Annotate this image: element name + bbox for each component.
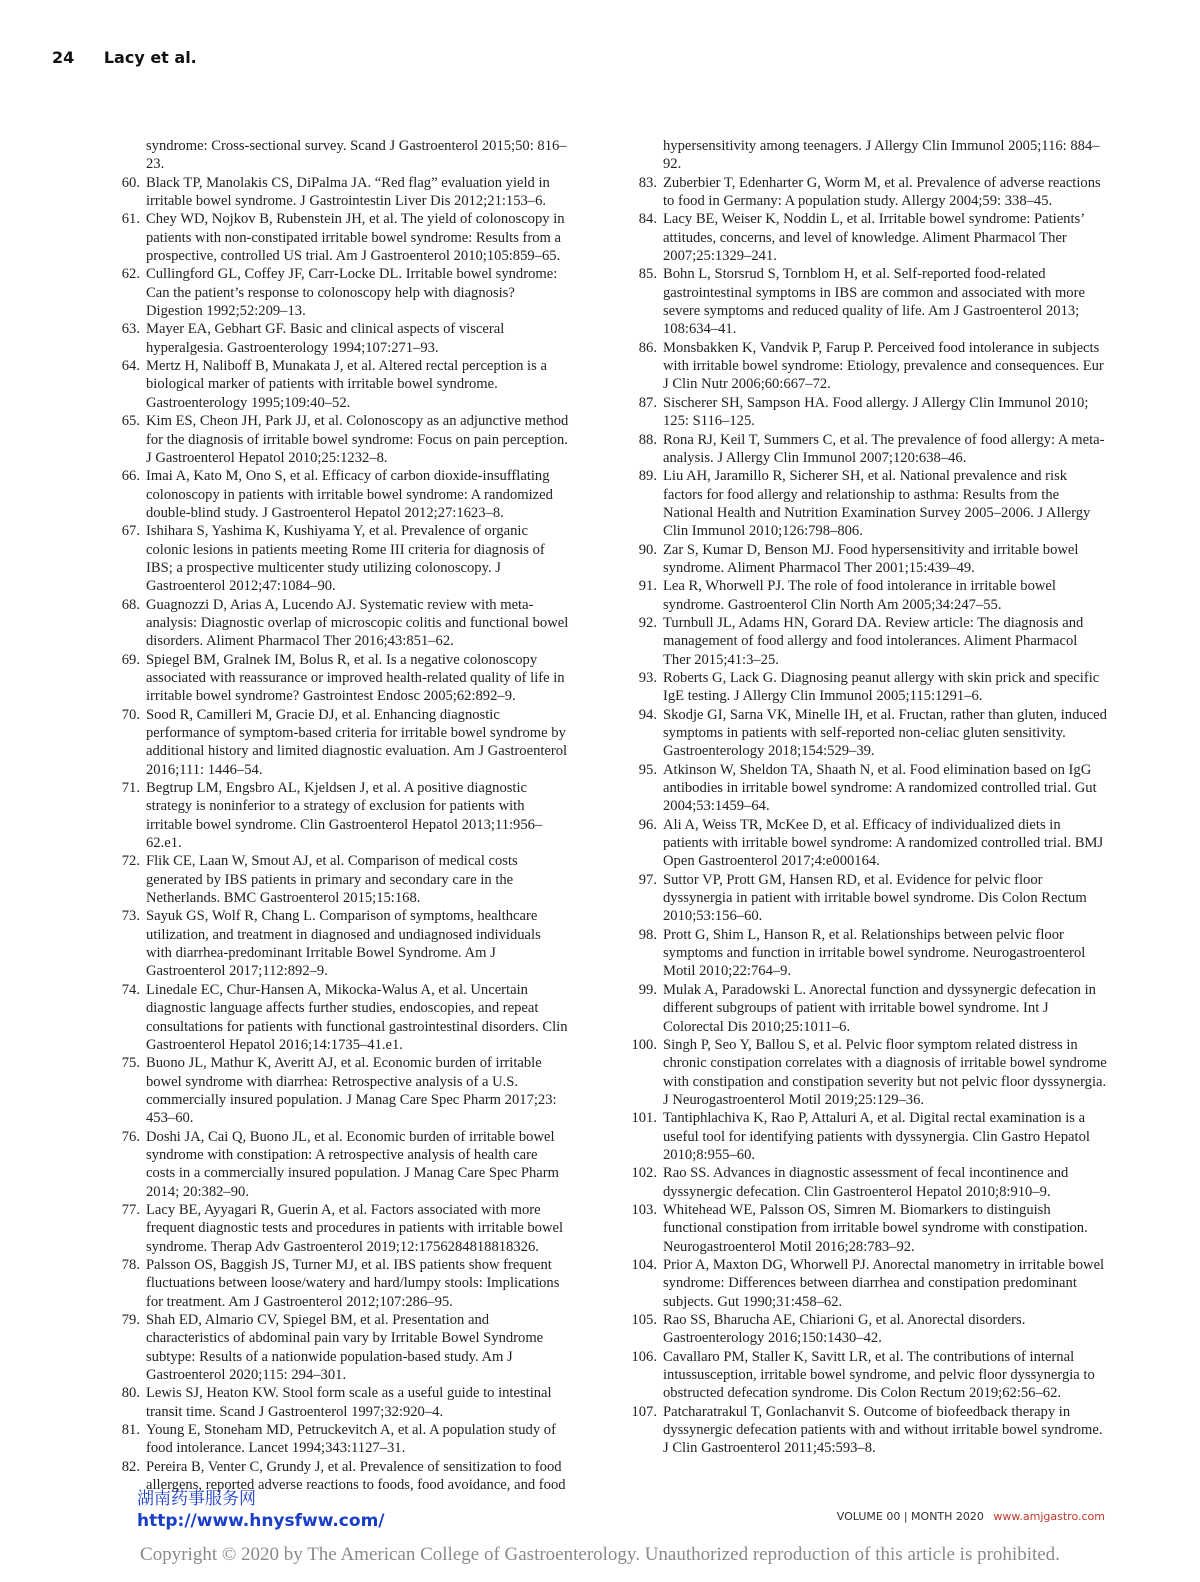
reference-item (100, 1054, 570, 1127)
reference-text: Roberts G, Lack G. Diagnosing peanut allergy with skin prick and specific IgE testing. J Allergy Clin Immunol 2005;115:1291–6. (663, 669, 1100, 705)
reference-text: Sischerer SH, Sampson HA. Food allergy. J Allergy Clin Immunol 2010; 125: S116–125. (663, 394, 1089, 430)
reference-item (617, 541, 1107, 578)
reference-number: 102. (631, 1165, 657, 1182)
reference-item (617, 210, 1107, 265)
reference-text: Pereira B, Venter C, Grundy J, et al. Prevalence of sensitization to food allergens, reported adverse reactions to foods, food avoidance, and food (146, 1458, 566, 1494)
reference-item (100, 320, 570, 357)
reference-number: 92. (638, 614, 657, 631)
footer-volume: VOLUME 00 | MONTH 2020 (836, 1510, 984, 1523)
reference-text: Tantiphlachiva K, Rao P, Attaluri A, et al. Digital rectal examination is a useful tool for identifying patients with dyssynergia. Clin Gastro Hepatol 2010;8:955–60. (663, 1110, 1090, 1163)
reference-text: Mulak A, Paradowski L. Anorectal function and dyssynergic defecation in different subgroups of patient with irritable bowel syndrome. Int J Colorectal Dis 2010;25:1011–6. (663, 981, 1096, 1035)
reference-text: Skodje GI, Sarna VK, Minelle IH, et al. Fructan, rather than gluten, induced symptoms in patients with self-reported non-celiac gluten sensitivity. Gastroenterology 2018;154:529–39. (663, 706, 1107, 760)
reference-item (100, 596, 570, 651)
reference-item (100, 174, 570, 211)
reference-item (617, 1403, 1107, 1458)
reference-text: Prior A, Maxton DG, Whorwell PJ. Anorectal manometry in irritable bowel syndrome: Differences between diarrhea and constipation predominant subjects. Gut 1990;31:458–62. (663, 1256, 1105, 1310)
reference-item (100, 1384, 570, 1421)
reference-item (100, 1421, 570, 1458)
reference-text: Turnbull JL, Adams HN, Gorard DA. Review article: The diagnosis and management of food allergy and food intolerances. Aliment Pharmacol Ther 2015;41:3–25. (663, 614, 1084, 668)
reference-item (617, 614, 1107, 669)
reference-item (617, 1109, 1107, 1164)
reference-text: Young E, Stoneham MD, Petruckevitch A, et al. A population study of food intolerance. Lancet 1994;343:1127–31. (146, 1422, 556, 1457)
reference-text: Palsson OS, Baggish JS, Turner MJ, et al. IBS patients show frequent fluctuations between loose/watery and hard/lumpy stools: Implications for treatment. Am J Gastroenterol 2012;107:286–95. (146, 1256, 560, 1310)
reference-number: 106. (631, 1348, 657, 1365)
reference-item (100, 852, 570, 907)
reference-item (617, 1201, 1107, 1256)
running-header (52, 48, 197, 67)
reference-text: Lacy BE, Ayyagari R, Guerin A, et al. Factors associated with more frequent diagnostic tests and procedures in patients with irritable bowel syndrome. Therap Adv Gastroenterol 2019;12:1756284818818326. (146, 1201, 564, 1255)
reference-item (617, 1164, 1107, 1201)
reference-item (617, 137, 1107, 174)
reference-item (100, 1201, 570, 1256)
reference-text: Whitehead WE, Palsson OS, Simren M. Biomarkers to distinguish functional constipation from irritable bowel syndrome with constipation. Neurogastroenterol Motil 2016;28:783–92. (663, 1201, 1088, 1255)
reference-text: Kim ES, Cheon JH, Park JJ, et al. Colonoscopy as an adjunctive method for the diagnosis of irritable bowel syndrome: Focus on pain perception. J Gastroenterol Hepatol 2010;25:1232–8. (146, 413, 569, 466)
reference-text: Mayer EA, Gebhart GF. Basic and clinical aspects of visceral hyperalgesia. Gastroenterology 1994;107:271–93. (146, 321, 505, 356)
reference-item (617, 577, 1107, 614)
reference-item (100, 357, 570, 412)
reference-item (617, 706, 1107, 761)
reference-number: 74. (121, 981, 140, 998)
reference-number: 64. (121, 358, 140, 375)
reference-item (617, 669, 1107, 706)
reference-text: Chey WD, Nojkov B, Rubenstein JH, et al. The yield of colonoscopy in patients with non-constipated irritable bowel syndrome: Results from a prospective, controlled US trial. Am J Gastroenterol 2010;105:859–65. (146, 211, 565, 265)
reference-text: Lacy BE, Weiser K, Noddin L, et al. Irritable bowel syndrome: Patients’ attitudes, concerns, and level of knowledge. Aliment Pharmacol Ther 2007;25:1329–241. (663, 211, 1084, 265)
reference-item (617, 761, 1107, 816)
references-right-column (617, 137, 1107, 1458)
reference-item (617, 871, 1107, 926)
reference-text: Mertz H, Naliboff B, Munakata J, et al. Altered rectal perception is a biological marker of patients with irritable bowel syndrome. Gastroenterology 1995;109:40–52. (146, 358, 547, 411)
reference-number: 99. (638, 981, 657, 998)
reference-number: 75. (121, 1055, 140, 1072)
reference-item (617, 265, 1107, 338)
reference-item (617, 981, 1107, 1036)
reference-text: Imai A, Kato M, Ono S, et al. Efficacy of carbon dioxide-insufflating colonoscopy in patients with irritable bowel syndrome: A randomized double-blind study. J Gastroenterol Hepatol 2012;27:1623–8. (146, 468, 553, 521)
reference-text: hypersensitivity among teenagers. J Allergy Clin Immunol 2005;116: 884–92. (663, 138, 1100, 173)
reference-number: 105. (631, 1312, 657, 1328)
reference-item (100, 651, 570, 706)
reference-number: 60. (121, 174, 140, 191)
reference-item (617, 926, 1107, 981)
reference-text: Guagnozzi D, Arias A, Lucendo AJ. Systematic review with meta-analysis: Diagnostic overlap of microscopic colitis and functional bowel disorders. Aliment Pharmacol Ther 2016;43:851–62. (146, 596, 569, 650)
reference-number: 98. (638, 926, 657, 943)
footer-site-link[interactable]: www.amjgastro.com (993, 1510, 1105, 1523)
reference-item (100, 907, 570, 980)
reference-number: 83. (638, 174, 657, 191)
reference-number: 73. (121, 908, 140, 925)
reference-item (617, 1311, 1107, 1348)
reference-number: 77. (121, 1201, 140, 1218)
reference-text: Bohn L, Storsrud S, Tornblom H, et al. Self-reported food-related gastrointestinal symptoms in IBS are common and associated with more severe symptoms and reduced quality of life. Am J Gastroenterol 2013; 108:634–41. (663, 266, 1085, 338)
reference-item (617, 174, 1107, 211)
reference-item (100, 412, 570, 467)
reference-text: Rao SS. Advances in diagnostic assessment of fecal incontinence and dyssynergic defecation. Clin Gastroenterol Hepatol 2010;8:910–9. (663, 1165, 1069, 1200)
watermark (137, 1488, 385, 1532)
reference-number: 70. (121, 706, 140, 723)
reference-number: 80. (121, 1385, 140, 1402)
reference-text: Sayuk GS, Wolf R, Chang L. Comparison of symptoms, healthcare utilization, and treatment in diagnosed and undiagnosed individuals with diarrhea-predominant Irritable Bowel Syndrome. Am J Gastroenterol 2017;112:892–9. (146, 908, 541, 980)
reference-number: 66. (121, 468, 140, 485)
reference-number: 65. (121, 413, 140, 430)
reference-number: 82. (121, 1458, 140, 1475)
reference-text: Black TP, Manolakis CS, DiPalma JA. “Red flag” evaluation yield in irritable bowel syndrome. J Gastrointestin Liver Dis 2012;21:153–6. (146, 174, 550, 210)
reference-text: Zuberbier T, Edenharter G, Worm M, et al. Prevalence of adverse reactions to food in Germany: A population study. Allergy 2004;59: 338–45. (663, 174, 1101, 210)
reference-item (100, 1128, 570, 1201)
reference-text: Monsbakken K, Vandvik P, Farup P. Perceived food intolerance in subjects with irritable bowel syndrome: Etiology, prevalence and consequences. Eur J Clin Nutr 2006;60:667–72. (663, 339, 1104, 393)
reference-text: Begtrup LM, Engsbro AL, Kjeldsen J, et al. A positive diagnostic strategy is noninferior to a strategy of exclusion for patients with irritable bowel syndrome. Clin Gastroenterol Hepatol 2013;11:956–62.e1. (146, 780, 543, 852)
reference-text: Ishihara S, Yashima K, Kushiyama Y, et al. Prevalence of organic colonic lesions in patients meeting Rome III criteria for diagnosis of IBS; a prospective multicenter study utilizing colonoscopy. J Gastroenterol 2012;47:1084–90. (146, 523, 545, 595)
reference-number: 85. (638, 266, 657, 283)
reference-number: 100. (631, 1036, 657, 1053)
reference-text: Rona RJ, Keil T, Summers C, et al. The prevalence of food allergy: A meta-analysis. J Allergy Clin Immunol 2007;120:638–46. (663, 431, 1105, 466)
reference-number: 61. (121, 211, 140, 228)
reference-item (100, 137, 570, 174)
reference-text: Ali A, Weiss TR, McKee D, et al. Efficacy of individualized diets in patients with irritable bowel syndrome: A randomized controlled trial. BMJ Open Gastroenterol 2017;4:e000164. (663, 816, 1104, 870)
reference-number (100, 137, 140, 174)
reference-item (100, 467, 570, 522)
reference-item (100, 1256, 570, 1311)
reference-item (617, 1256, 1107, 1311)
reference-item (100, 210, 570, 265)
reference-item (617, 816, 1107, 871)
reference-number: 86. (638, 339, 657, 356)
reference-text: Patcharatrakul T, Gonlachanvit S. Outcome of biofeedback therapy in dyssynergic defecation patients with and without irritable bowel syndrome. J Clin Gastroenterol 2011;45:593–8. (663, 1403, 1103, 1457)
reference-item (617, 1348, 1107, 1403)
running-authors: Lacy et al. (103, 48, 197, 67)
reference-number: 90. (638, 541, 657, 558)
reference-number: 71. (121, 780, 140, 797)
reference-text: Lea R, Whorwell PJ. The role of food intolerance in irritable bowel syndrome. Gastroenterol Clin North Am 2005;34:247–55. (663, 578, 1056, 613)
reference-text: Suttor VP, Prott GM, Hansen RD, et al. Evidence for pelvic floor dyssynergia in patient with irritable bowel syndrome. Dis Colon Rectum 2010;53:156–60. (663, 871, 1087, 925)
reference-text: Sood R, Camilleri M, Gracie DJ, et al. Enhancing diagnostic performance of symptom-based criteria for irritable bowel syndrome by additional history and limited diagnostic evaluation. Am J Gastroenterol 2016;111: 1446–54. (146, 706, 568, 778)
reference-number: 97. (638, 871, 657, 888)
watermark-url[interactable]: http://www.hnysfww.com/ (137, 1511, 385, 1531)
reference-number: 67. (121, 523, 140, 540)
reference-number: 103. (631, 1201, 657, 1218)
reference-text: Shah ED, Almario CV, Spiegel BM, et al. Presentation and characteristics of abdominal pain vary by Irritable Bowel Syndrome subtype: Results of a nationwide population-based study. Am J Gastroenterol 2020;115: 294–301. (146, 1312, 544, 1384)
reference-number: 104. (631, 1256, 657, 1273)
reference-number: 68. (121, 596, 140, 613)
page-number: 24 (52, 48, 75, 67)
reference-number: 94. (638, 706, 657, 723)
reference-text: Prott G, Shim L, Hanson R, et al. Relationships between pelvic floor symptoms and function in irritable bowel syndrome. Neurogastroenterol Motil 2010;22:764–9. (663, 926, 1086, 980)
reference-text: Flik CE, Laan W, Smout AJ, et al. Comparison of medical costs generated by IBS patients in primary and secondary care in the Netherlands. BMC Gastroenterol 2015;15:168. (146, 853, 518, 907)
reference-number: 78. (121, 1256, 140, 1273)
reference-text: Doshi JA, Cai Q, Buono JL, et al. Economic burden of irritable bowel syndrome with constipation: A retrospective analysis of health care costs in a commercially insured population. J Manag Care Spec Pharm 2014; 20:382–90. (146, 1128, 559, 1200)
reference-number: 69. (121, 651, 140, 668)
reference-number: 93. (638, 669, 657, 686)
reference-text: Buono JL, Mathur K, Averitt AJ, et al. Economic burden of irritable bowel syndrome with diarrhea: Retrospective analysis of a U.S. commercially insured population. J Manag Care Spec Pharm 2017;23: 453–60. (146, 1055, 557, 1127)
reference-number: 107. (631, 1403, 657, 1420)
reference-text: Singh P, Seo Y, Ballou S, et al. Pelvic floor symptom related distress in chronic constipation correlates with a diagnosis of irritable bowel syndrome with constipation and constipation severity but not pelvic floor dyssynergia. J Neurogastroenterol Motil 2019;25:129–36. (663, 1036, 1107, 1108)
reference-item (100, 981, 570, 1054)
reference-text: Atkinson W, Sheldon TA, Shaath N, et al. Food elimination based on IgG antibodies in irritable bowel syndrome: A randomized controlled trial. Gut 2004;53:1459–64. (663, 761, 1097, 815)
reference-item (100, 706, 570, 779)
reference-number: 101. (631, 1110, 657, 1127)
reference-number: 76. (121, 1128, 140, 1145)
footer-issue (837, 1510, 1105, 1523)
reference-number: 62. (121, 266, 140, 283)
reference-text: Liu AH, Jaramillo R, Sicherer SH, et al. National prevalence and risk factors for food allergy and relationship to asthma: Results from the National Health and Nutrition Examination Survey 2005–2006. J Allergy Clin Immunol 2010;126:798–806. (663, 468, 1091, 540)
copyright-notice: Copyright © 2020 by The American College of Gastroenterology. Unauthorized reproduction of this article is prohibited. (140, 1544, 1060, 1565)
reference-number: 89. (638, 468, 657, 485)
reference-number: 96. (638, 816, 657, 833)
reference-number: 95. (638, 761, 657, 778)
reference-text: Rao SS, Bharucha AE, Chiarioni G, et al. Anorectal disorders. Gastroenterology 2016;150:1430–42. (663, 1312, 1026, 1347)
reference-text: Lewis SJ, Heaton KW. Stool form scale as a useful guide to intestinal transit time. Scand J Gastroenterol 1997;32:920–4. (146, 1385, 552, 1420)
reference-number: 84. (638, 211, 657, 228)
reference-number (617, 137, 657, 174)
reference-number: 91. (638, 578, 657, 595)
reference-text: syndrome: Cross-sectional survey. Scand J Gastroenterol 2015;50: 816–23. (146, 138, 567, 173)
reference-item (617, 431, 1107, 468)
watermark-chinese: 湖南药事服务网 (137, 1489, 256, 1509)
reference-text: Linedale EC, Chur-Hansen A, Mikocka-Walus A, et al. Uncertain diagnostic language affects further studies, endoscopies, and repeat consultations for patients with functional gastrointestinal disorders. Clin Gastroenterol Hepatol 2016;14:1735–41.e1. (146, 981, 568, 1053)
reference-item (617, 1036, 1107, 1109)
reference-text: Cavallaro PM, Staller K, Savitt LR, et al. The contributions of internal intussusception, irritable bowel syndrome, and pelvic floor dyssynergia to obstructed defecation syndrome. Dis Colon Rectum 2019;62:56–62. (663, 1348, 1095, 1402)
reference-number: 79. (121, 1312, 140, 1328)
reference-text: Zar S, Kumar D, Benson MJ. Food hypersensitivity and irritable bowel syndrome. Aliment Pharmacol Ther 2001;15:439–49. (663, 541, 1079, 576)
reference-number: 88. (638, 431, 657, 448)
reference-number: 72. (121, 853, 140, 870)
reference-number: 81. (121, 1422, 140, 1439)
reference-item (617, 394, 1107, 431)
reference-number: 63. (121, 321, 140, 338)
reference-item (617, 467, 1107, 540)
reference-text: Spiegel BM, Gralnek IM, Bolus R, et al. Is a negative colonoscopy associated with reassurance or improved health-related quality of life in irritable bowel syndrome? Gastrointest Endosc 2005;62:892–9. (146, 651, 565, 705)
reference-text: Cullingford GL, Coffey JF, Carr-Locke DL. Irritable bowel syndrome: Can the patient’s response to colonoscopy help with diagnosis? Digestion 1992;52:209–13. (146, 266, 558, 320)
reference-item (617, 339, 1107, 394)
references-left-column (100, 137, 570, 1494)
reference-number: 87. (638, 394, 657, 411)
reference-item (100, 265, 570, 320)
reference-item (100, 522, 570, 595)
reference-item (100, 779, 570, 852)
reference-item (100, 1311, 570, 1384)
